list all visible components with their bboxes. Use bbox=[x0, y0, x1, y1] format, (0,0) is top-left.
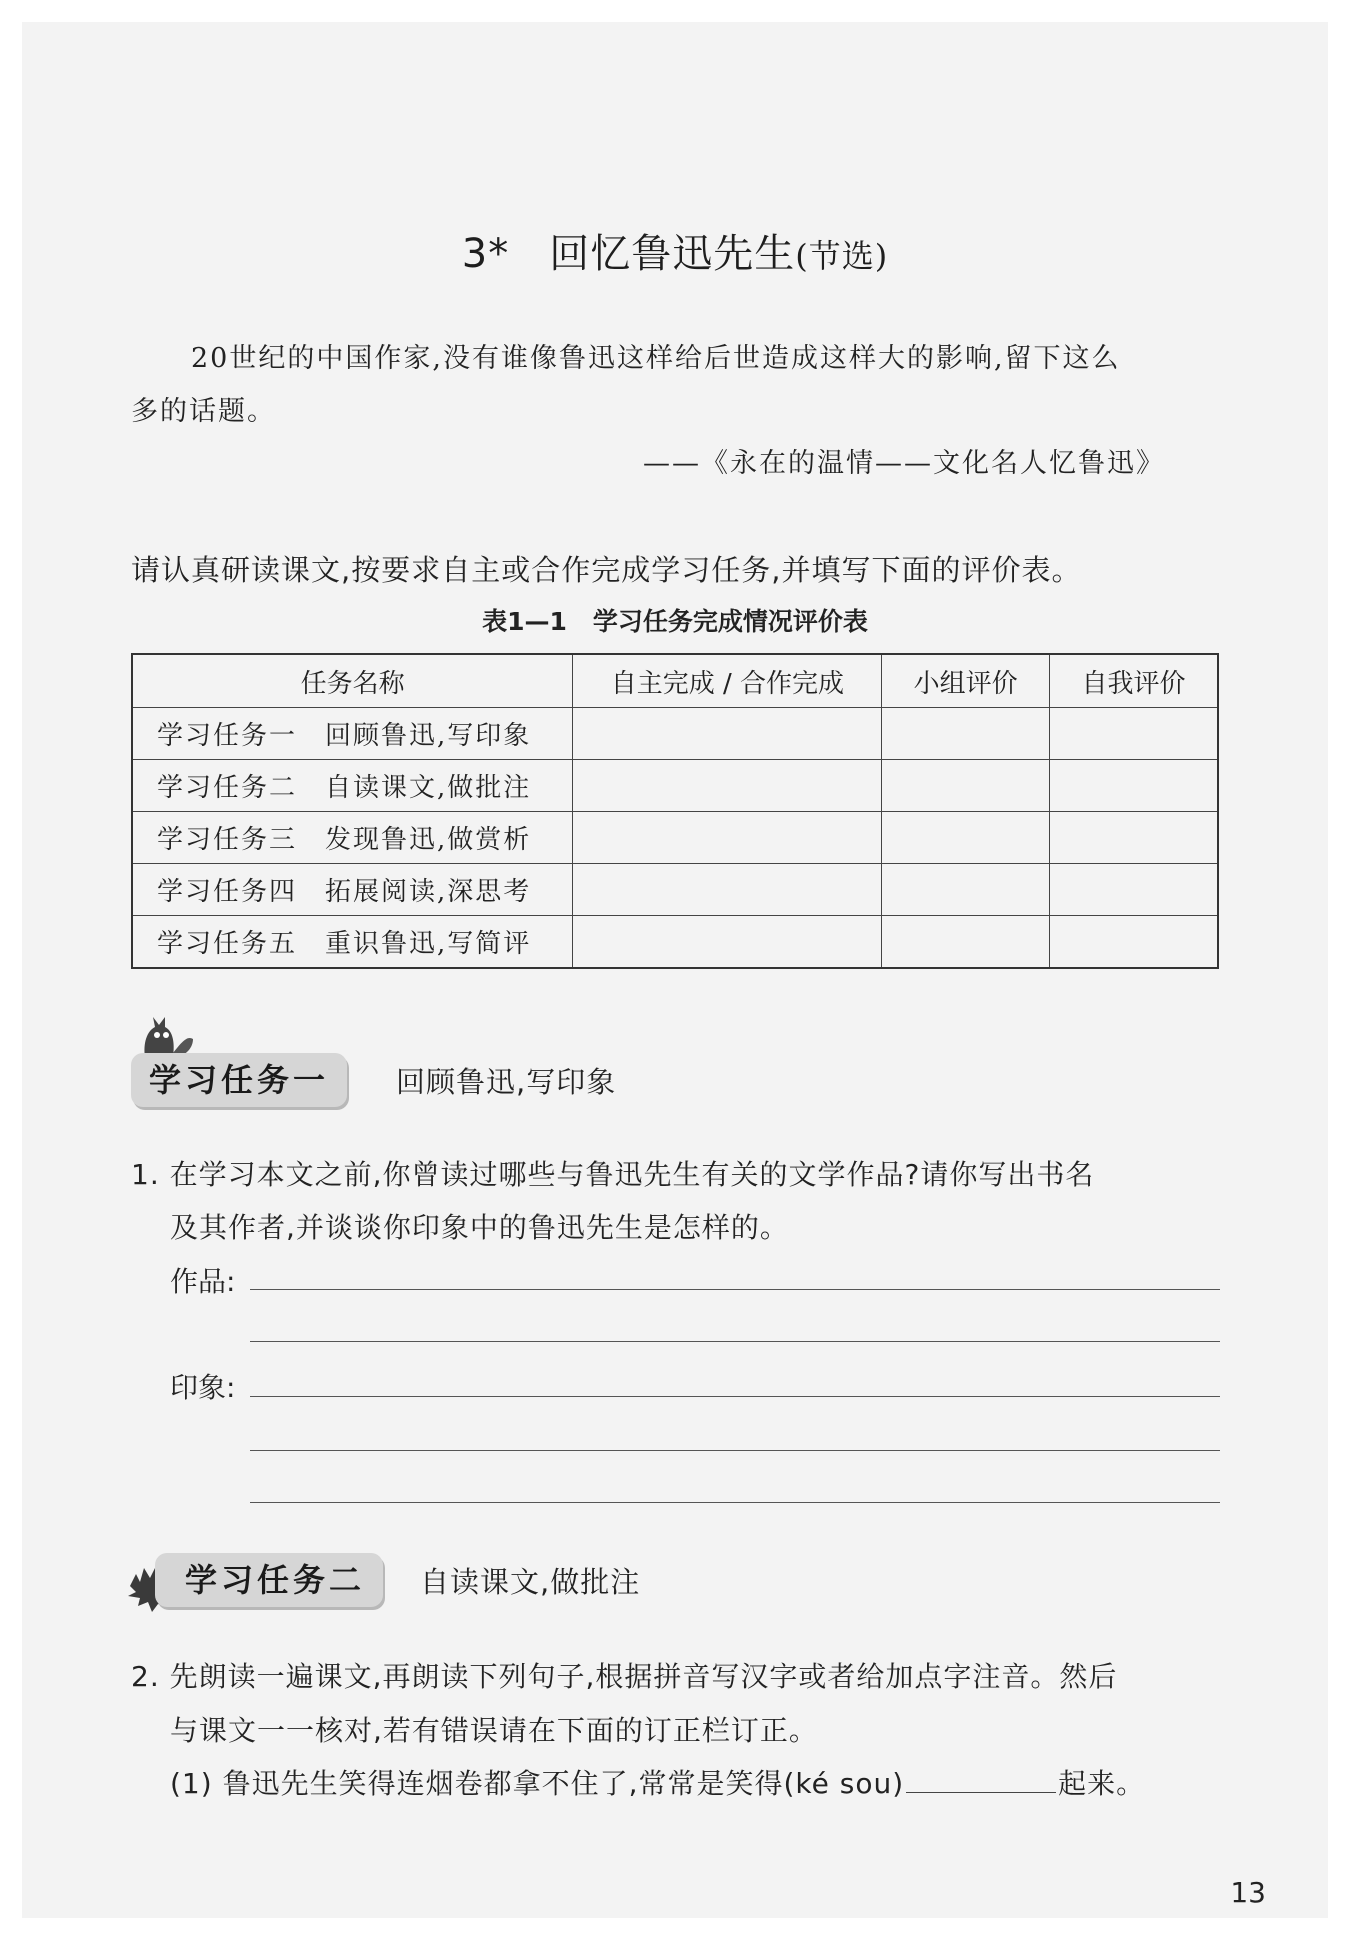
task-name-cell bbox=[132, 864, 573, 916]
impression-label: 印象: bbox=[170, 1371, 236, 1404]
item1-text-after: 起来。 bbox=[1058, 1767, 1146, 1800]
task-name-cell bbox=[132, 708, 573, 760]
completion-mode-cell[interactable] bbox=[573, 708, 882, 760]
epigraph-line-2: 多的话题。 bbox=[131, 396, 276, 427]
lesson-title-sub: (节选) bbox=[795, 237, 889, 275]
completion-mode-cell[interactable] bbox=[573, 812, 882, 864]
task-label: 学习任务五 bbox=[157, 929, 298, 959]
header-self-eval: 自我评价 bbox=[1049, 654, 1218, 708]
epigraph-source: ——《永在的温情——文化名人忆鲁迅》 bbox=[643, 448, 1165, 479]
group-eval-cell[interactable] bbox=[882, 864, 1050, 916]
completion-mode-cell[interactable] bbox=[573, 760, 882, 812]
works-answer-line-1[interactable] bbox=[250, 1289, 1220, 1290]
group-eval-cell[interactable] bbox=[882, 760, 1050, 812]
table-row bbox=[132, 708, 1218, 760]
pinyin-answer-blank[interactable] bbox=[906, 1766, 1056, 1793]
question2-item-1 bbox=[170, 1762, 1145, 1802]
header-completion-mode: 自主完成 / 合作完成 bbox=[573, 654, 882, 708]
evaluation-table bbox=[131, 653, 1219, 969]
table-caption-title: 学习任务完成情况评价表 bbox=[592, 607, 868, 636]
table-row bbox=[132, 812, 1218, 864]
task-name-cell bbox=[132, 916, 573, 969]
table-caption bbox=[0, 602, 1350, 638]
lesson-title-main: 回忆鲁迅先生 bbox=[549, 231, 796, 277]
task-name-cell bbox=[132, 812, 573, 864]
self-eval-cell[interactable] bbox=[1049, 812, 1218, 864]
task2-badge: 学习任务二 bbox=[155, 1553, 383, 1607]
task2-heading: 自读课文,做批注 bbox=[420, 1565, 641, 1599]
table-caption-number: 表1—1 bbox=[482, 607, 567, 636]
task-desc: 拓展阅读,深思考 bbox=[325, 877, 532, 907]
task-desc: 重识鲁迅,写简评 bbox=[325, 929, 532, 959]
task1-heading: 回顾鲁迅,写印象 bbox=[396, 1065, 617, 1099]
lesson-title bbox=[0, 222, 1350, 279]
impression-answer-line-1[interactable] bbox=[250, 1396, 1220, 1397]
self-eval-cell[interactable] bbox=[1049, 760, 1218, 812]
item1-text-before: (1) 鲁迅先生笑得连烟卷都拿不住了,常常是笑得(ké sou) bbox=[170, 1767, 905, 1800]
task-label: 学习任务四 bbox=[157, 877, 298, 907]
impression-answer-line-3[interactable] bbox=[250, 1502, 1220, 1503]
completion-mode-cell[interactable] bbox=[573, 916, 882, 969]
table-header-row bbox=[132, 654, 1218, 708]
task-desc: 自读课文,做批注 bbox=[325, 773, 532, 803]
lesson-number: 3* bbox=[461, 231, 510, 277]
task-label: 学习任务三 bbox=[157, 825, 298, 855]
question2-line-2: 与课文一一核对,若有错误请在下面的订正栏订正。 bbox=[170, 1714, 818, 1747]
self-eval-cell[interactable] bbox=[1049, 708, 1218, 760]
header-task-name: 任务名称 bbox=[132, 654, 573, 708]
completion-mode-cell[interactable] bbox=[573, 864, 882, 916]
instruction-text: 请认真研读课文,按要求自主或合作完成学习任务,并填写下面的评价表。 bbox=[131, 553, 1082, 587]
group-eval-cell[interactable] bbox=[882, 812, 1050, 864]
self-eval-cell[interactable] bbox=[1049, 916, 1218, 969]
works-label: 作品: bbox=[170, 1265, 236, 1298]
task-desc: 发现鲁迅,做赏析 bbox=[325, 825, 532, 855]
question1-line-2: 及其作者,并谈谈你印象中的鲁迅先生是怎样的。 bbox=[170, 1211, 789, 1244]
table-row bbox=[132, 864, 1218, 916]
page-background bbox=[22, 22, 1328, 1918]
task-desc: 回顾鲁迅,写印象 bbox=[325, 721, 532, 751]
task1-badge: 学习任务一 bbox=[131, 1053, 347, 1107]
page-number: 13 bbox=[1230, 1876, 1266, 1909]
header-group-eval: 小组评价 bbox=[882, 654, 1050, 708]
group-eval-cell[interactable] bbox=[882, 708, 1050, 760]
table-row bbox=[132, 916, 1218, 969]
task-name-cell bbox=[132, 760, 573, 812]
works-answer-line-2[interactable] bbox=[250, 1341, 1220, 1342]
question2-line-1: 2. 先朗读一遍课文,再朗读下列句子,根据拼音写汉字或者给加点字注音。然后 bbox=[131, 1660, 1118, 1693]
task-label: 学习任务二 bbox=[157, 773, 298, 803]
epigraph-line-1: 20世纪的中国作家,没有谁像鲁迅这样给后世造成这样大的影响,留下这么 bbox=[191, 343, 1121, 374]
self-eval-cell[interactable] bbox=[1049, 864, 1218, 916]
task-label: 学习任务一 bbox=[157, 721, 298, 751]
question1-line-1: 1. 在学习本文之前,你曾读过哪些与鲁迅先生有关的文学作品?请你写出书名 bbox=[131, 1158, 1095, 1191]
group-eval-cell[interactable] bbox=[882, 916, 1050, 969]
table-row bbox=[132, 760, 1218, 812]
impression-answer-line-2[interactable] bbox=[250, 1450, 1220, 1451]
